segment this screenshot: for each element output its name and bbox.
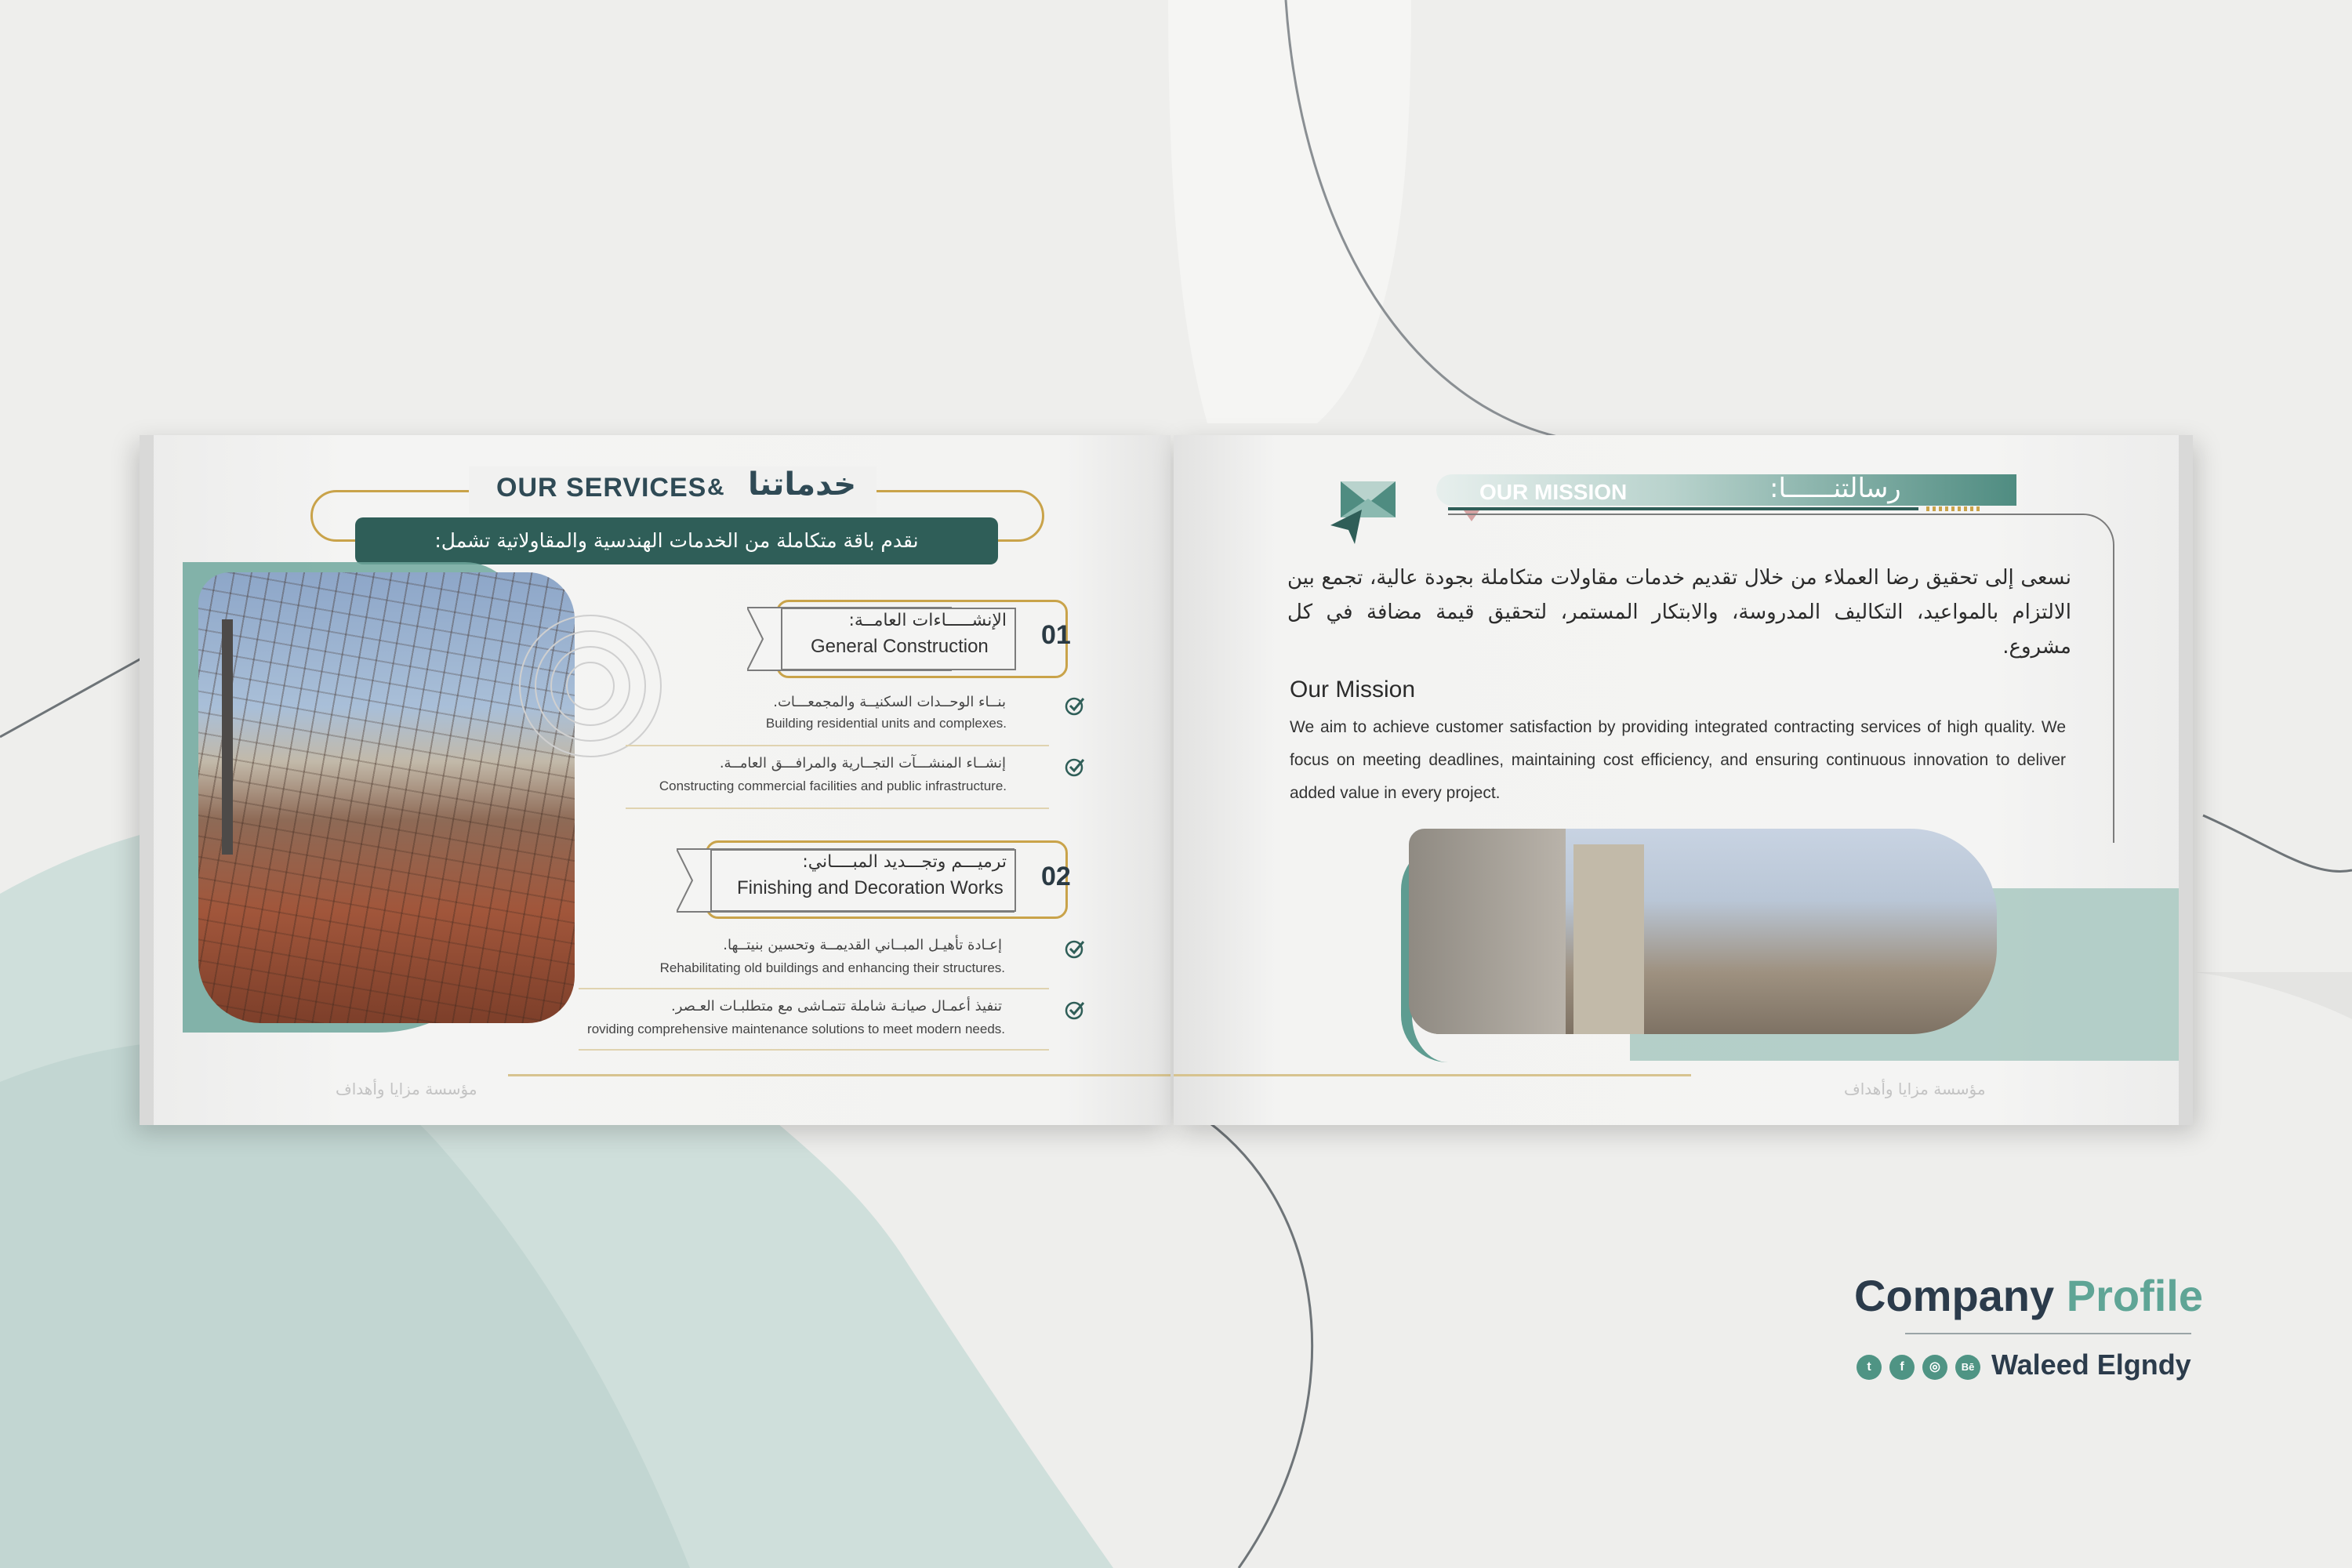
- services-title-ar: خدماتنا: [748, 466, 857, 503]
- footer-company-name: مؤسسة مزايا وأهداف: [336, 1080, 477, 1098]
- bullet-separator: [579, 988, 1049, 989]
- service-item-number: 01: [1041, 620, 1071, 650]
- brand-title: [1854, 1270, 2203, 1321]
- mission-text-ar: نسعى إلى تحقيق رضا العملاء من خلال تقديم خدمات مقاولات متكاملة بجودة عالية، تجمع بين الالتزام بالمواعيد، التكاليف المدروسة، والابتكار المستمر، لتحقيق قيمة مضافة في كل مشروع.: [1287, 566, 2071, 659]
- mission-title-ar: رسالتنــــــا:: [1769, 473, 1901, 504]
- services-title-en: OUR SERVICES: [496, 473, 707, 503]
- service-bullet-ar: تنفيذ أعمـال صيانـة شاملة تتمـاشى مع متطلبـات العـصر.: [671, 998, 1002, 1014]
- service-bullet-ar: إنشــاء المنشـــآت التجــارية والمرافـــق العامــة.: [719, 755, 1006, 771]
- mission-title-en: OUR MISSION: [1479, 480, 1628, 504]
- envelope-plane-icon: [1327, 478, 1405, 545]
- tower-block: [1573, 844, 1644, 1034]
- footer-line: [508, 1074, 1171, 1076]
- service-bullet-ar: بنــاء الوحــدات السكنيــة والمجمعـــات.: [773, 694, 1006, 710]
- service-item-title-en: Finishing and Decoration Works: [737, 877, 1004, 898]
- crane-mast: [222, 619, 233, 855]
- concentric-rings-decoration: [516, 612, 665, 760]
- service-item-number: 02: [1041, 862, 1071, 891]
- author-name: Waleed Elgndy: [1991, 1348, 2191, 1381]
- check-circle-icon: [1065, 757, 1085, 777]
- instagram-icon[interactable]: ◎: [1922, 1355, 1947, 1380]
- services-subtitle: نقدم باقة متكاملة من الخدمات الهندسية والمقاولاتية تشمل:: [355, 517, 998, 564]
- construction-columns-photo: [1409, 829, 1997, 1034]
- service-item-title-en: General Construction: [811, 636, 989, 657]
- service-bullet-en: Rehabilitating old buildings and enhancing their structures.: [659, 960, 1005, 975]
- footer-company-name: مؤسسة مزايا وأهداف: [1844, 1080, 1986, 1098]
- brand-profile-word: Profile: [2066, 1271, 2203, 1320]
- bullet-separator: [626, 745, 1049, 746]
- brand-company-word: Company: [1854, 1271, 2055, 1320]
- service-bullet-en: Building residential units and complexes.: [765, 716, 1007, 731]
- service-bullet-ar: إعـادة تأهيـل المبــاني القديمــة وتحسين بنيتــها.: [723, 937, 1002, 953]
- service-bullet-en: roviding comprehensive maintenance solutions to meet modern needs.: [587, 1022, 1005, 1036]
- mission-heading: Our Mission: [1290, 677, 1416, 702]
- check-circle-icon: [1065, 1000, 1085, 1020]
- brochure-right-page: [1174, 435, 2193, 1125]
- bullet-separator: [626, 808, 1049, 809]
- facebook-icon[interactable]: f: [1889, 1355, 1915, 1380]
- service-item-title-ar: ترميـــم وتجـــديد المبــــاني:: [802, 852, 1007, 872]
- brand-divider: [1905, 1333, 2191, 1334]
- building-wall: [1409, 829, 1566, 1034]
- twitter-icon[interactable]: t: [1857, 1355, 1882, 1380]
- page-edge: [140, 435, 154, 1125]
- brochure-left-page: [140, 435, 1171, 1125]
- page-edge: [2179, 435, 2193, 1125]
- service-bullet-en: Constructing commercial facilities and public infrastructure.: [659, 779, 1007, 793]
- services-title-ampersand: &: [707, 474, 724, 500]
- service-item-title-ar: الإنشـــــاءات العامــة:: [848, 611, 1007, 630]
- behance-icon[interactable]: Bē: [1955, 1355, 1980, 1380]
- mission-text-en: We aim to achieve customer satisfaction by providing integrated contracting services of high quality. We focus on meeting deadlines, maintaining cost efficiency, and ensuring continuous innovation to deliver added value in every project.: [1290, 718, 2066, 802]
- footer-line: [1174, 1074, 1691, 1076]
- bullet-separator: [579, 1049, 1049, 1051]
- check-circle-icon: [1065, 695, 1085, 716]
- check-circle-icon: [1065, 938, 1085, 959]
